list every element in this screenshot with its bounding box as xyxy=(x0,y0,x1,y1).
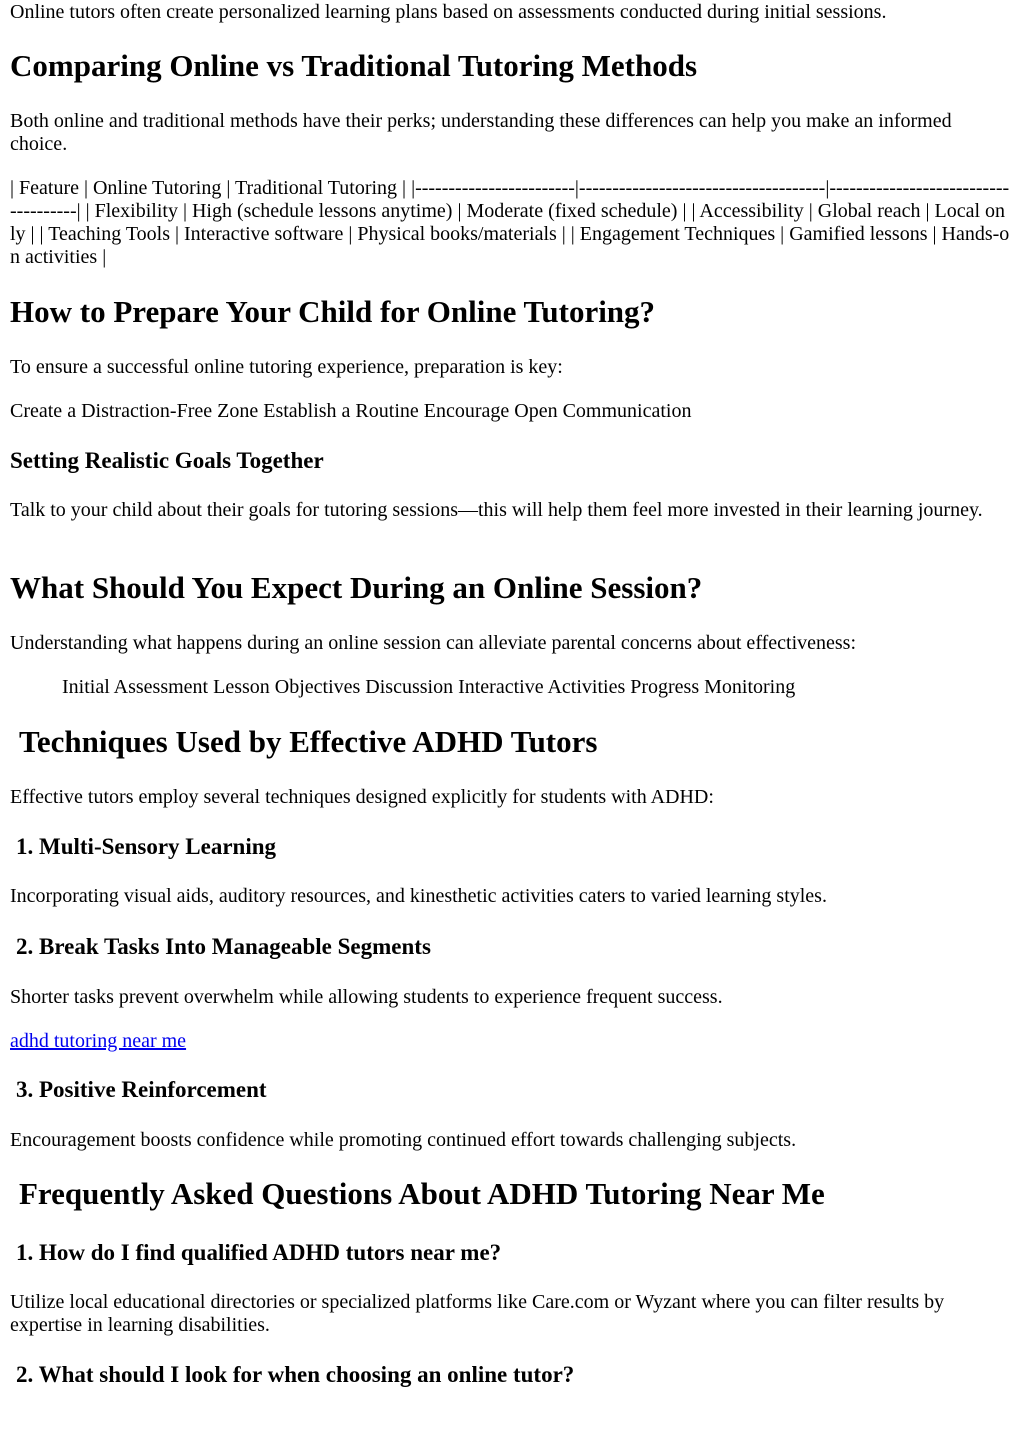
intro-paragraph: Online tutors often create personalized learning plans based on assessments conducted during initial sessions. xyxy=(10,1,887,23)
expect-heading: What Should You Expect During an Online Session? xyxy=(10,570,703,605)
expect-list: Initial Assessment Lesson Objectives Discussion Interactive Activities Progress Monitoring xyxy=(62,676,796,698)
technique-3-heading: 3. Positive Reinforcement xyxy=(16,1077,267,1102)
goals-heading: Setting Realistic Goals Together xyxy=(10,448,324,473)
technique-3-paragraph: Encouragement boosts confidence while promoting continued effort towards challenging subjects. xyxy=(10,1129,797,1151)
expect-paragraph: Understanding what happens during an online session can alleviate parental concerns about effectiveness: xyxy=(10,632,857,654)
adhd-tutoring-link[interactable]: adhd tutoring near me xyxy=(10,1030,187,1052)
technique-2-heading: 2. Break Tasks Into Manageable Segments xyxy=(16,934,431,959)
faq-1-question: 1. How do I find qualified ADHD tutors near me? xyxy=(16,1240,502,1265)
faq-1-answer: Utilize local educational directories or specialized platforms like Care.com or Wyzant where you can filter results by expertise in learning disabilities. xyxy=(10,1291,945,1336)
technique-1-heading: 1. Multi-Sensory Learning xyxy=(16,834,277,859)
comparing-heading: Comparing Online vs Traditional Tutoring Methods xyxy=(10,48,698,83)
technique-1-paragraph: Incorporating visual aids, auditory resources, and kinesthetic activities caters to varied learning styles. xyxy=(10,885,827,907)
comparing-paragraph: Both online and traditional methods have their perks; understanding these differences can help you make an informed choice. xyxy=(10,110,952,155)
faq-heading: Frequently Asked Questions About ADHD Tutoring Near Me xyxy=(19,1176,825,1211)
techniques-heading: Techniques Used by Effective ADHD Tutors xyxy=(19,724,598,759)
techniques-paragraph: Effective tutors employ several techniques designed explicitly for students with ADHD: xyxy=(10,786,714,808)
prepare-list: Create a Distraction-Free Zone Establish a Routine Encourage Open Communication xyxy=(10,400,692,422)
technique-2-paragraph: Shorter tasks prevent overwhelm while allowing students to experience frequent success. xyxy=(10,986,723,1008)
prepare-paragraph: To ensure a successful online tutoring experience, preparation is key: xyxy=(10,356,563,378)
goals-paragraph: Talk to your child about their goals for tutoring sessions—this will help them feel more invested in their learning journey. xyxy=(10,499,983,521)
comparison-table-text: | Feature | Online Tutoring | Traditional Tutoring | |------------------------|-------------------------------------|-------------------------------------| | Flexibility | High (schedule lessons anytime) | Moderate (fixed schedule) | | Accessibility | Global reach | Local only | | Teaching Tools | Interactive software | Physical books/materials | | Engagement Techniques | Gamified lessons | Hands-on activities | xyxy=(10,177,1010,268)
prepare-heading: How to Prepare Your Child for Online Tutoring? xyxy=(10,294,656,329)
faq-2-question: 2. What should I look for when choosing an online tutor? xyxy=(16,1362,575,1387)
